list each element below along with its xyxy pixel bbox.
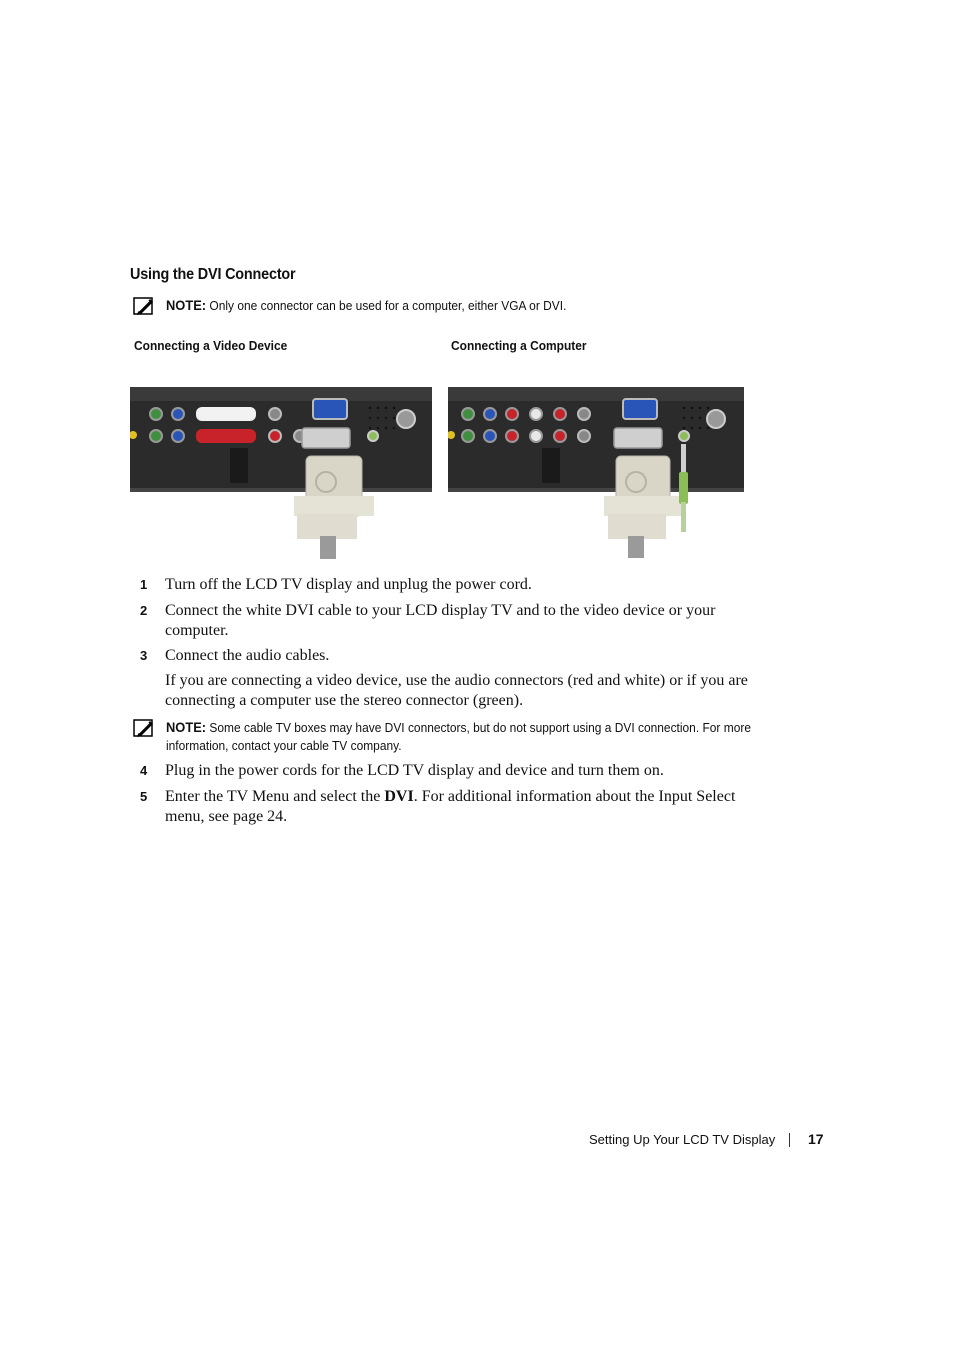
section-heading: Using the DVI Connector: [130, 266, 296, 283]
step-text: Turn off the LCD TV display and unplug the power cord.: [165, 576, 532, 593]
step-text: Connect the white DVI cable to your LCD display TV and to the video device or your computer.: [165, 602, 716, 639]
step-number: 2: [140, 603, 148, 618]
note-text: Some cable TV boxes may have DVI connectors, but do not support using a DVI connection. For more information, contact your cable TV company.: [166, 720, 751, 753]
menu-option-dvi: DVI: [384, 788, 414, 805]
step-text: Connect the audio cables.: [165, 647, 330, 664]
step-text: Enter the TV Menu and select the DVI. For additional information about the Input Select menu, see page 24.: [165, 788, 736, 825]
step-number: 5: [140, 789, 148, 804]
note-pencil-icon: [133, 296, 155, 316]
note-pencil-icon: [133, 718, 155, 738]
step-text: Plug in the power cords for the LCD TV display and device and turn them on.: [165, 762, 664, 779]
footer-separator: [789, 1133, 790, 1147]
footer-title: Setting Up Your LCD TV Display: [589, 1132, 776, 1147]
photo-computer-connection: [448, 386, 744, 558]
note-label: NOTE:: [166, 719, 207, 735]
step-number: 3: [140, 648, 148, 663]
photo-video-device-connection: [130, 386, 432, 559]
step-3-detail: If you are connecting a video device, use the audio connectors (red and white) or if you are connecting a computer use the stereo connector (green).: [165, 672, 748, 709]
note-label: NOTE:: [166, 297, 207, 313]
step-number: 1: [140, 577, 148, 592]
step-number: 4: [140, 763, 148, 778]
caption-computer: Connecting a Computer: [451, 338, 587, 353]
caption-video-device: Connecting a Video Device: [134, 338, 288, 353]
note-text: Only one connector can be used for a computer, either VGA or DVI.: [206, 298, 567, 313]
page-number: 17: [808, 1131, 824, 1147]
